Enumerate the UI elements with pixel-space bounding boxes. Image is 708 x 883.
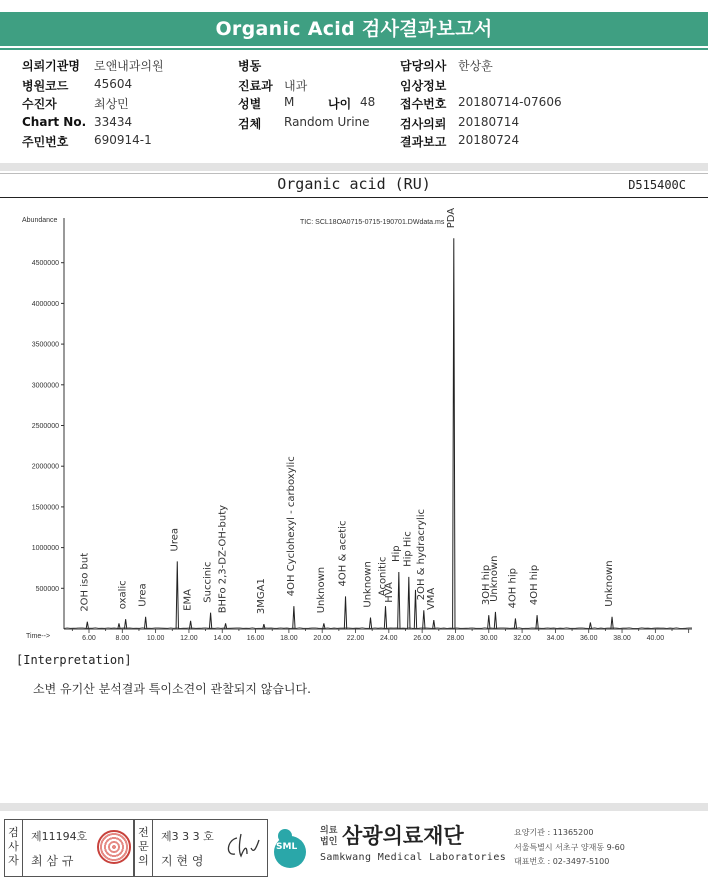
peak-annotation: Urea: [137, 583, 149, 607]
info-row-report: [400, 133, 520, 150]
peak-annotation: Hip: [390, 545, 402, 563]
x-tick-label: 10.00: [146, 635, 165, 642]
peak: [514, 618, 516, 629]
institution-label: 의뢰기관명: [22, 59, 80, 73]
y-axis-label: Abundance: [22, 217, 58, 224]
specimen-label: 검체: [238, 117, 262, 131]
y-tick-label: 3500000: [31, 341, 59, 349]
x-tick-label: 16.00: [246, 635, 265, 642]
x-tick-label: 26.00: [413, 635, 431, 642]
foundation-address: 서울특별시 서초구 양재동 9-60: [514, 843, 625, 852]
peak-annotation: Unknown: [489, 555, 501, 602]
clinical-label: 임상정보: [400, 79, 447, 93]
x-tick-label: 40.00: [646, 635, 665, 642]
peak: [369, 618, 371, 629]
department-label: 진료과: [238, 79, 273, 93]
x-tick-label: 14.00: [213, 635, 232, 642]
hospital-code-value: 45604: [94, 77, 133, 91]
chart-no-value: 33434: [94, 115, 133, 129]
peak: [611, 617, 613, 629]
peak-annotation: 2OH iso but: [79, 552, 91, 612]
ward-label: 병동: [238, 59, 262, 73]
peak: [408, 577, 410, 629]
interpretation-heading: [Interpretation]: [16, 653, 132, 667]
resident-no-value: 690914-1: [94, 133, 152, 147]
peak-annotation: oxalic: [117, 580, 129, 610]
peak-annotation: PDA: [445, 207, 457, 229]
examiner-box: [4, 819, 134, 877]
peak-annotation: 3MGA1: [255, 578, 267, 615]
document-code: D515400C: [628, 178, 686, 192]
corp-type: 의료 법인: [320, 826, 338, 847]
x-tick-label: 12.00: [180, 635, 198, 642]
info-row-request: [400, 115, 520, 132]
specialist-signature: [223, 830, 263, 864]
age-label: 나이: [328, 97, 352, 111]
receipt-value: 20180714-07606: [458, 95, 562, 109]
y-tick-label: 3000000: [31, 382, 59, 390]
section-divider-line: [0, 173, 708, 174]
info-row-specimen: [238, 115, 370, 132]
sex-value: M: [284, 95, 295, 109]
report-label: 결과보고: [400, 135, 447, 149]
x-tick-label: 36.00: [579, 635, 598, 642]
info-row-institution: [22, 57, 164, 74]
peak-annotation: VMA: [425, 587, 437, 611]
examiner-seal: [97, 830, 131, 864]
info-row-clinical: [400, 77, 446, 94]
department-value: 내과: [284, 79, 308, 93]
peak: [494, 612, 496, 629]
specialist-name: 지 현 영: [161, 854, 204, 868]
patient-value: 최상민: [94, 97, 129, 111]
patient-label: 수진자: [22, 97, 57, 111]
x-tick-label: 38.00: [613, 635, 631, 642]
y-tick-label: 1500000: [31, 504, 59, 512]
specialist-box: [134, 819, 268, 877]
x-tick-label: 20.00: [313, 635, 331, 642]
resident-no-label: 주민번호: [22, 135, 69, 149]
hospital-code-label: 병원코드: [22, 79, 69, 93]
examiner-name: 최 삼 규: [31, 854, 74, 868]
x-tick-label: 8.00: [115, 635, 130, 642]
sml-logo-text: SML: [276, 842, 298, 852]
peak-annotation: 4OH & acetic: [337, 520, 349, 587]
peak: [433, 620, 435, 629]
peak-annotation: Unknown: [362, 561, 374, 608]
peak: [176, 561, 178, 629]
info-row-doctor: [400, 57, 493, 74]
peak: [384, 606, 386, 629]
peak-annotation: Hip Hic: [402, 531, 414, 567]
peak-annotation: Unknown: [315, 566, 327, 614]
y-tick-label: 2500000: [31, 423, 59, 430]
chart-no-label: Chart No.: [22, 115, 87, 129]
x-tick-label: 34.00: [546, 635, 565, 642]
section-divider: [0, 163, 708, 171]
peak-annotation: 3OH hip: [480, 564, 492, 606]
report-title: Organic Acid 검사결과보고서: [0, 12, 708, 46]
info-row-resident-no: [22, 133, 152, 150]
peak-annotation: 4OH hip: [529, 564, 541, 606]
foundation-logo: [268, 818, 708, 878]
peak: [144, 617, 146, 629]
specialist-label: 전문의: [135, 820, 153, 876]
info-row-hospital-code: [22, 77, 133, 94]
peak: [453, 238, 455, 629]
foundation-name: 삼광의료재단: [342, 824, 464, 848]
y-tick-label: 4500000: [31, 260, 59, 268]
examiner-license: 제11194호: [31, 830, 88, 843]
peak-annotation: Urea: [169, 527, 181, 552]
footer: [0, 814, 708, 880]
peak: [398, 572, 400, 629]
receipt-label: 접수번호: [400, 97, 447, 111]
x-tick-label: 28.00: [446, 635, 465, 642]
report-value: 20180724: [458, 133, 520, 147]
peak-annotation: 4OH hip: [507, 568, 519, 609]
foundation-name-en: Samkwang Medical Laboratories: [320, 852, 507, 863]
info-row-receipt: [400, 95, 562, 112]
x-tick-label: 32.00: [513, 635, 531, 642]
x-tick-label: 24.00: [380, 635, 398, 642]
title-rule: [0, 48, 708, 50]
x-tick-label: 30.00: [480, 635, 498, 642]
info-row-patient: [22, 95, 129, 112]
peak-annotation: BHFo 2,3-DZ-OH-buty: [217, 504, 229, 614]
y-tick-label: 4000000: [31, 300, 59, 308]
x-tick-label: 22.00: [346, 635, 365, 642]
peak: [209, 613, 211, 629]
specimen-value: Random Urine: [284, 115, 370, 129]
patient-info: [0, 54, 708, 154]
doctor-label: 담당의사: [400, 59, 447, 73]
y-tick-label: 1000000: [31, 545, 59, 553]
peak: [488, 615, 490, 629]
chart-section-rule: [0, 197, 708, 198]
peak: [536, 615, 538, 629]
peak-annotation: 4OH Cyclohexyl - carboxylic: [285, 456, 297, 597]
institution-code: 요양기관 : 11365200: [514, 828, 594, 837]
peak-annotation: Aconitic: [377, 556, 389, 597]
info-row-sex-age: [238, 95, 378, 112]
sex-label: 성별: [238, 97, 262, 111]
foundation-phone: 대표번호 : 02-3497-5100: [514, 857, 610, 866]
peak-annotation: 2OH & hydracrylic: [415, 508, 427, 601]
age-value: 48: [360, 95, 376, 109]
chart-section-title: Organic acid (RU): [277, 175, 431, 193]
x-tick-label: 6.00: [82, 635, 96, 642]
chart-title: TIC: SCL18OA0715-0715-190701.DWdata.ms: [300, 219, 445, 226]
info-row-department: [238, 77, 308, 94]
y-tick-label: 500000: [35, 585, 59, 593]
examiner-label: 검사자: [5, 820, 23, 876]
peak: [423, 610, 425, 629]
footer-divider: [0, 803, 708, 811]
peak: [344, 596, 346, 629]
request-value: 20180714: [458, 115, 520, 129]
info-row-ward: [238, 57, 261, 74]
request-label: 검사의뢰: [400, 117, 447, 131]
x-tick-label: 18.00: [280, 635, 298, 642]
interpretation-text: 소변 유기산 분석결과 특이소견이 관찰되지 않습니다.: [33, 682, 311, 696]
peak: [293, 606, 295, 629]
doctor-value: 한상훈: [458, 59, 493, 73]
peak-annotation: Succinic: [202, 561, 214, 603]
info-row-chart-no: [22, 115, 133, 129]
chromatogram-chart: [0, 200, 708, 645]
peak-annotation: EMA: [182, 589, 194, 611]
institution-value: 로앤내과의원: [94, 59, 164, 73]
baseline-trace: [64, 628, 692, 629]
x-axis-label: Time-->: [26, 633, 51, 640]
peak: [124, 619, 126, 629]
peak-annotation: HVA: [384, 582, 396, 603]
y-tick-label: 2000000: [31, 463, 59, 471]
peak-annotation: Unknown: [604, 560, 616, 607]
specialist-license: 제3 3 3 호: [161, 830, 214, 843]
